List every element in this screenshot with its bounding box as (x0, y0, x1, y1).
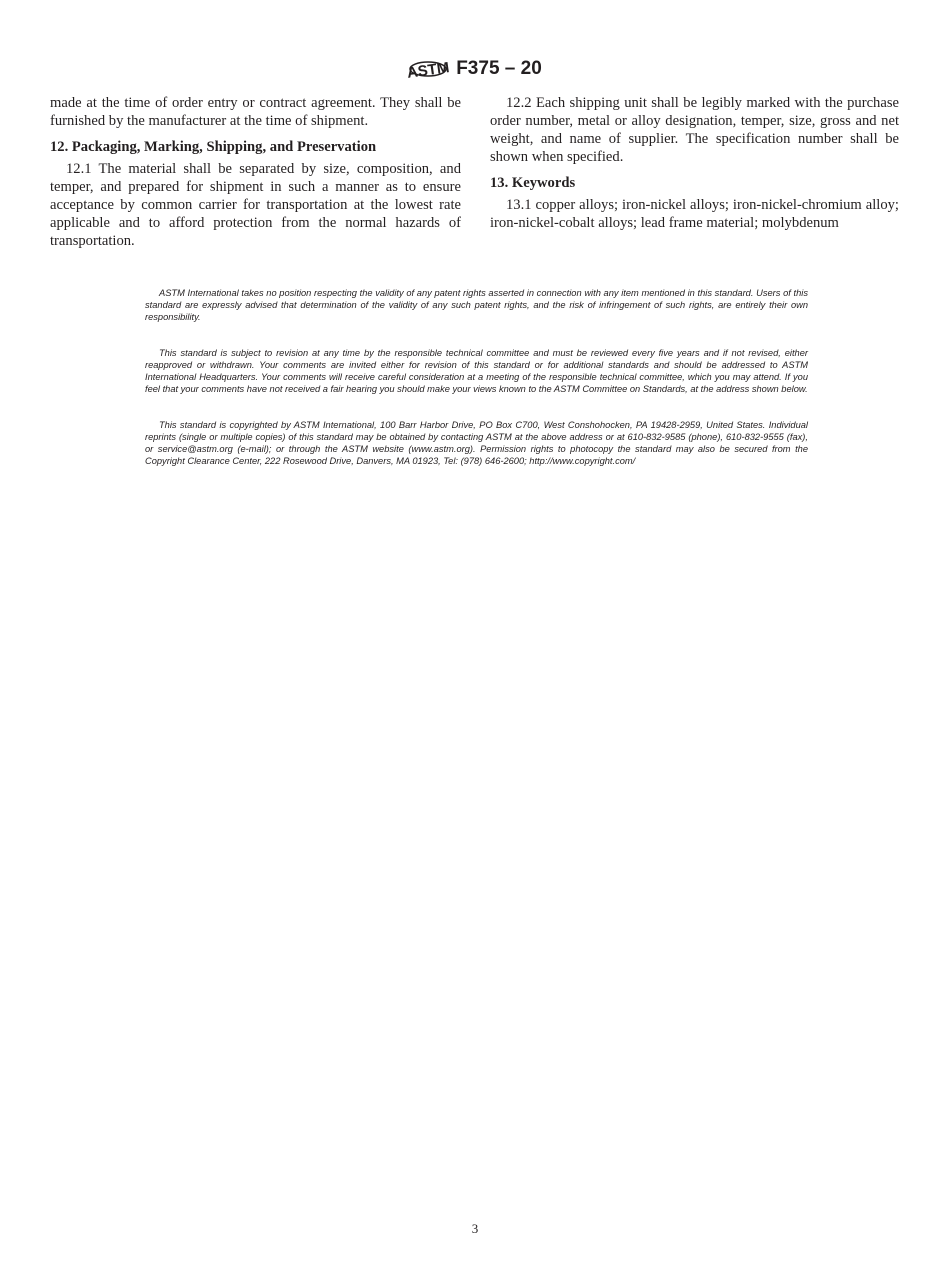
copyright-notice: This standard is copyrighted by ASTM International, 100 Barr Harbor Drive, PO Box C700, West Conshohocken, PA 19428-2959, United States. Individual reprints (single or multiple copies) of this standard may be obtained by contacting ASTM at the above address or at 610-832-9585 (phone), 610-832-9555 (fax), or service@astm.org (e-mail); or through the ASTM website (www.astm.org). Permission rights to photocopy the standard may also be secured from the Copyright Clearance Center, 222 Rosewood Drive, Danvers, MA 01923, Tel: (978) 646-2600; http://www.copyright.com/ (145, 420, 808, 466)
paragraph-12-2: 12.2 Each shipping unit shall be legibly marked with the purchase order number, metal or alloy designation, temper, size, gross and net weight, and name of supplier. The specification number shall be shown when specified. (490, 95, 899, 165)
page-number: 3 (471, 1221, 479, 1236)
revision-notice: This standard is subject to revision at any time by the responsible technical committee and must be reviewed every five years and if not revised, either reapproved or withdrawn. Your comments are invited either for revision of this standard or for additional standards and should be addressed to ASTM International Headquarters. Your comments will receive careful consideration at a meeting of the responsible technical committee, which you may attend. If you feel that your comments have not received a fair hearing you should make your views known to the ASTM Committee on Standards, at the address shown below. (145, 348, 808, 394)
section-12-heading: 12. Packaging, Marking, Shipping, and Preservation (50, 139, 377, 155)
astm-logo-icon (406, 56, 451, 82)
patent-notice: ASTM International takes no position respecting the validity of any patent rights asserted in connection with any item mentioned in this standard. Users of this standard are expressly advised that determination of the validity of any such patent rights, and the risk of infringement of such rights, are entirely their own responsibility. (145, 288, 808, 322)
designation: F375 – 20 (456, 58, 542, 79)
paragraph-continuation: made at the time of order entry or contract agreement. They shall be furnished by the manufacturer at the time of shipment. (50, 95, 461, 129)
page-header (0, 56, 950, 82)
section-13-heading: 13. Keywords (490, 175, 576, 191)
legal-notices (145, 287, 808, 491)
svg-text:ASTM: ASTM (406, 59, 451, 82)
paragraph-13-1: 13.1 copper alloys; iron-nickel alloys; iron-nickel-chromium alloy; iron-nickel-cobalt alloys; lead frame material; molybdenum (490, 197, 899, 231)
paragraph-12-1: 12.1 The material shall be separated by size, composition, and temper, and prepared for shipment in such a manner as to ensure acceptance by common carrier for transportation at the lowest rate applicable and to afford protection from the normal hazards of transportation. (50, 161, 461, 249)
right-column (490, 94, 899, 232)
left-column (50, 94, 461, 250)
